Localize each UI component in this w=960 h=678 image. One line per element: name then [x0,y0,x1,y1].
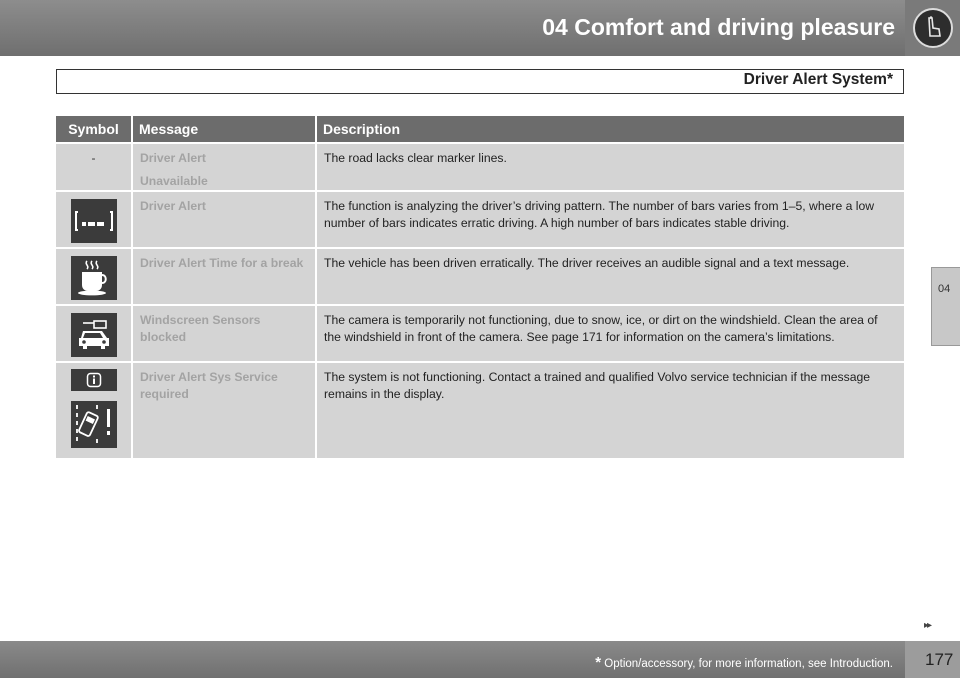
description-cell: The function is analyzing the driver’s driving pattern. The number of bars varies from 1–5, where a low number of bars indicates erratic driving. A high number of bars indicates stable driving. [316,191,904,248]
symbol-cell [56,143,132,191]
symbol-cell [56,362,132,458]
table-row [56,191,904,248]
description-cell: The system is not functioning. Contact a trained and qualified Volvo service technician if the message remains in the display. [316,362,904,458]
page-number: 177 [925,650,954,669]
symbol-cell [56,191,132,248]
windscreen-sensor-car-icon [71,313,117,357]
description-cell: The camera is temporarily not functioning, due to snow, ice, or dirt on the windshield. Clean the area of the windshield in front of the camera. See page 171 for information on the camera’s limitations. [316,305,904,362]
description-cell: The road lacks clear marker lines. [316,143,904,191]
header-icon-box [905,0,960,56]
next-page-indicator: ▸▸ [924,620,931,631]
section-title: Driver Alert System* [743,71,893,88]
table-row [56,248,904,305]
column-header-message: Message [132,116,316,143]
footnote [595,654,893,671]
footnote-text: Option/accessory, for more information, see Introduction. [601,658,893,670]
driver-alert-bars-icon [71,199,117,243]
symbol-cell [56,305,132,362]
info-icon [71,369,117,391]
page-header [0,0,905,56]
message-cell [132,143,316,191]
message-cell: Driver Alert Sys Service required [132,362,316,458]
lane-departure-warning-icon [71,401,117,448]
message-cell: Driver Alert [132,191,316,248]
table-header-row [56,116,904,143]
car-seat-icon [913,8,953,48]
table-row [56,305,904,362]
chapter-title: 04 Comfort and driving pleasure [542,14,895,40]
chapter-tab-label: 04 [938,283,951,295]
table-row [56,143,904,191]
driver-alert-message-table [56,116,904,458]
description-cell: The vehicle has been driven erratically. The driver receives an audible signal and a text message. [316,248,904,305]
symbol-cell [56,248,132,305]
page-footer [0,641,905,678]
table-row [56,362,904,458]
chapter-tab[interactable] [931,267,960,346]
no-symbol-dash: - [91,151,96,165]
message-cell: Windscreen Sensors blocked [132,305,316,362]
footnote-star: * [595,654,602,671]
column-header-description: Description [316,116,904,143]
message-text: Driver Alert [140,151,206,165]
section-title-bar [56,69,904,94]
coffee-cup-icon [71,256,117,300]
message-subtext: Unavailable [140,174,208,188]
column-header-symbol: Symbol [56,116,132,143]
message-cell: Driver Alert Time for a break [132,248,316,305]
